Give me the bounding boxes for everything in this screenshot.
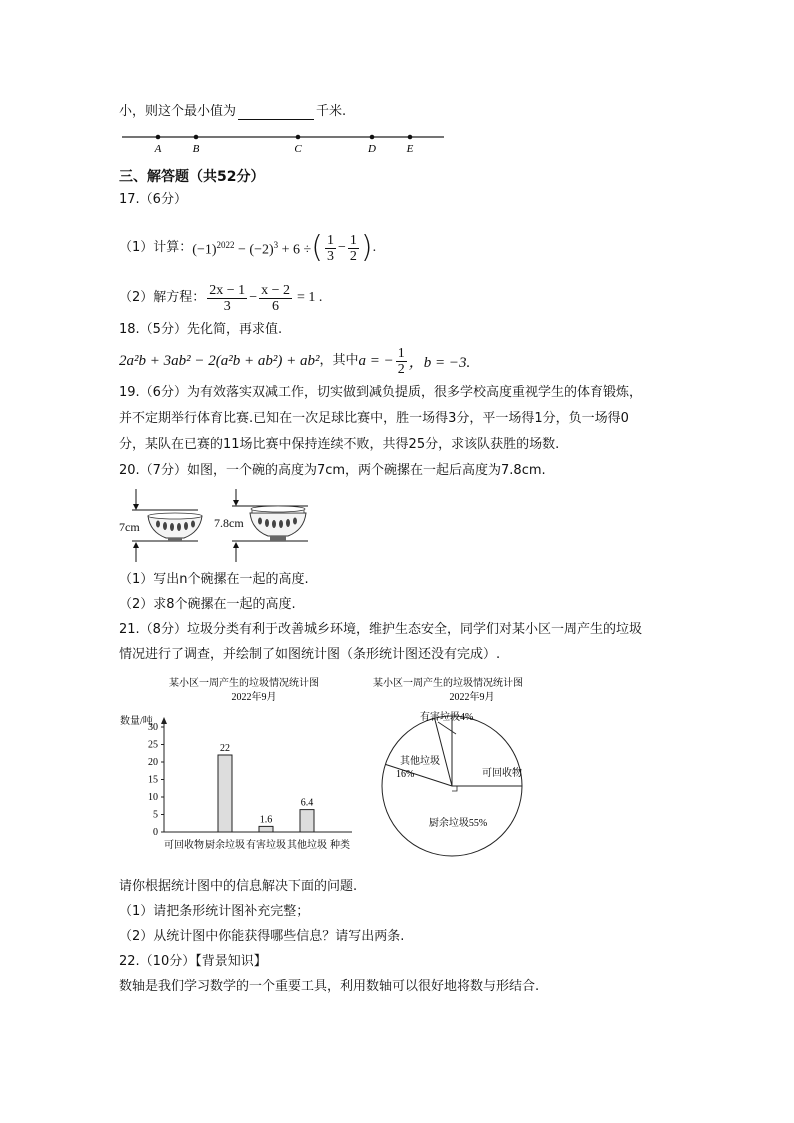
bar-y-tick-label: 5 <box>153 809 158 821</box>
point-A <box>156 135 161 140</box>
bowl-single <box>132 489 202 562</box>
q21-line-1: 21.（8分）垃圾分类有利于改善城乡环境，维护生态安全，同学们对某小区一周产生的垃圾 <box>119 622 642 637</box>
bar-x-tick-label: 厨余垃圾 <box>205 840 245 851</box>
bar-chart-subtitle: 2022年9月 <box>231 692 277 703</box>
q19-line-2: 并不定期举行体育比赛.已知在一次足球比赛中，胜一场得3分，平一场得1分，负一场得0 <box>119 411 629 426</box>
bar-y-tick-label: 20 <box>148 757 158 768</box>
bar-chart-ylabel: 数量/吨 <box>120 716 153 727</box>
pie-label-other-1: 其他垃圾 <box>400 756 440 767</box>
pie-chart <box>350 674 540 864</box>
fraction: $\frac{1}{3}$ <box>326 232 334 264</box>
bar-chart-title: 某小区一周产生的垃圾情况统计图 <box>169 678 319 689</box>
bar-value-label: 6.4 <box>300 797 314 809</box>
point-label-A: A <box>154 143 162 155</box>
number-line <box>118 126 448 156</box>
q20-part1: （1）写出n个碗摞在一起的高度. <box>119 572 309 587</box>
pie-label-other-2: 16% <box>396 769 415 780</box>
bar-3 <box>300 810 314 832</box>
point-label-C: C <box>294 143 302 155</box>
bar-y-tick-label: 15 <box>148 774 158 786</box>
point-label-E: E <box>406 143 414 155</box>
pie-chart-subtitle: 2022年9月 <box>449 692 495 703</box>
bowl-label-7-8cm: 7.8cm <box>214 516 244 530</box>
point-C <box>296 135 301 140</box>
pie-label-hazardous: 有害垃圾4% <box>420 712 474 723</box>
q21-part2: （2）从统计图中你能获得哪些信息？请写出两条. <box>119 929 405 944</box>
q21-after: 请你根据统计图中的信息解决下面的问题. <box>119 879 358 894</box>
fraction: $\frac{1}{2}$ <box>397 345 405 377</box>
q16-tail: 小，则这个最小值为 千米. <box>119 104 347 119</box>
q21-line-2: 情况进行了调查，并绘制了如图统计图（条形统计图还没有完成）. <box>119 647 501 662</box>
point-E <box>408 135 413 140</box>
point-B <box>194 135 199 140</box>
bar-x-tick-label: 可回收物 <box>164 840 204 851</box>
q17-part2: （2）解方程： $\frac{2x - 1}{3}$ − $\frac{x - 2}{6}$ = 1 . <box>119 282 323 314</box>
fraction: $\frac{1}{2}$ <box>349 232 357 264</box>
bar-y-tick-label: 30 <box>148 722 158 733</box>
bar-y-tick-label: 0 <box>153 827 158 838</box>
q22-line: 数轴是我们学习数学的一个重要工具，利用数轴可以很好地将数与形结合. <box>119 979 540 994</box>
q17-header: 17.（6分） <box>119 192 187 207</box>
q19-line-1: 19.（6分）为有效落实双减工作，切实做到减负提质，很多学校高度重视学生的体育锻炼， <box>119 385 642 400</box>
pie-chart-title: 某小区一周产生的垃圾情况统计图 <box>373 678 523 689</box>
q22-header: 22.（10分）【背景知识】 <box>119 954 267 969</box>
answer-blank <box>238 106 314 120</box>
bar-2 <box>259 826 273 832</box>
bowl-label-7cm: 7cm <box>119 520 140 534</box>
pie-label-recyclable: 可回收物 <box>482 768 522 779</box>
bar-chart <box>114 674 364 864</box>
bar-y-tick-label: 25 <box>148 739 158 751</box>
bar-y-tick-label: 10 <box>148 792 158 803</box>
bar-x-tick-label: 其他垃圾 <box>287 840 327 851</box>
point-label-B: B <box>192 143 200 155</box>
bar-y-arrow <box>161 717 167 724</box>
q21-part1: （1）请把条形统计图补充完整； <box>119 904 310 919</box>
q20-header: 20.（7分）如图，一个碗的高度为7cm，两个碗摞在一起后高度为7.8cm. <box>119 463 546 478</box>
bar-1 <box>218 755 232 832</box>
point-D <box>370 135 375 140</box>
bar-x-tick-label: 有害垃圾 <box>246 840 286 851</box>
section-title: 三、解答题（共52分） <box>119 169 265 185</box>
fraction: $\frac{x - 2}{6}$ <box>261 282 290 314</box>
q20-part2: （2）求8个碗摞在一起的高度. <box>119 597 296 612</box>
pie-label-kitchen: 厨余垃圾55% <box>428 818 488 829</box>
bar-value-label: 22 <box>220 743 230 754</box>
point-label-D: D <box>368 143 376 155</box>
q18-expression: 2a²b + 3ab² − 2(a²b + ab²) + ab² ，其中 a = − $\frac{1}{2}$ ，b = −3. <box>119 345 471 377</box>
q19-line-3: 分，某队在已赛的11场比赛中保持连续不败，共得25分，求该队获胜的场数. <box>119 437 560 452</box>
q17-part1: （1）计算： $(-1)^{2022} - (-2)^3 + 6$ ÷ ( $\frac{1}{3}$ − $\frac{1}{2}$ ) . <box>119 230 377 265</box>
bar-value-label: 1.6 <box>259 814 273 826</box>
fraction: $\frac{2x - 1}{3}$ <box>209 282 246 314</box>
bar-x-axis-label: 种类 <box>330 840 350 851</box>
q18-header: 18.（5分）先化简，再求值. <box>119 322 283 337</box>
